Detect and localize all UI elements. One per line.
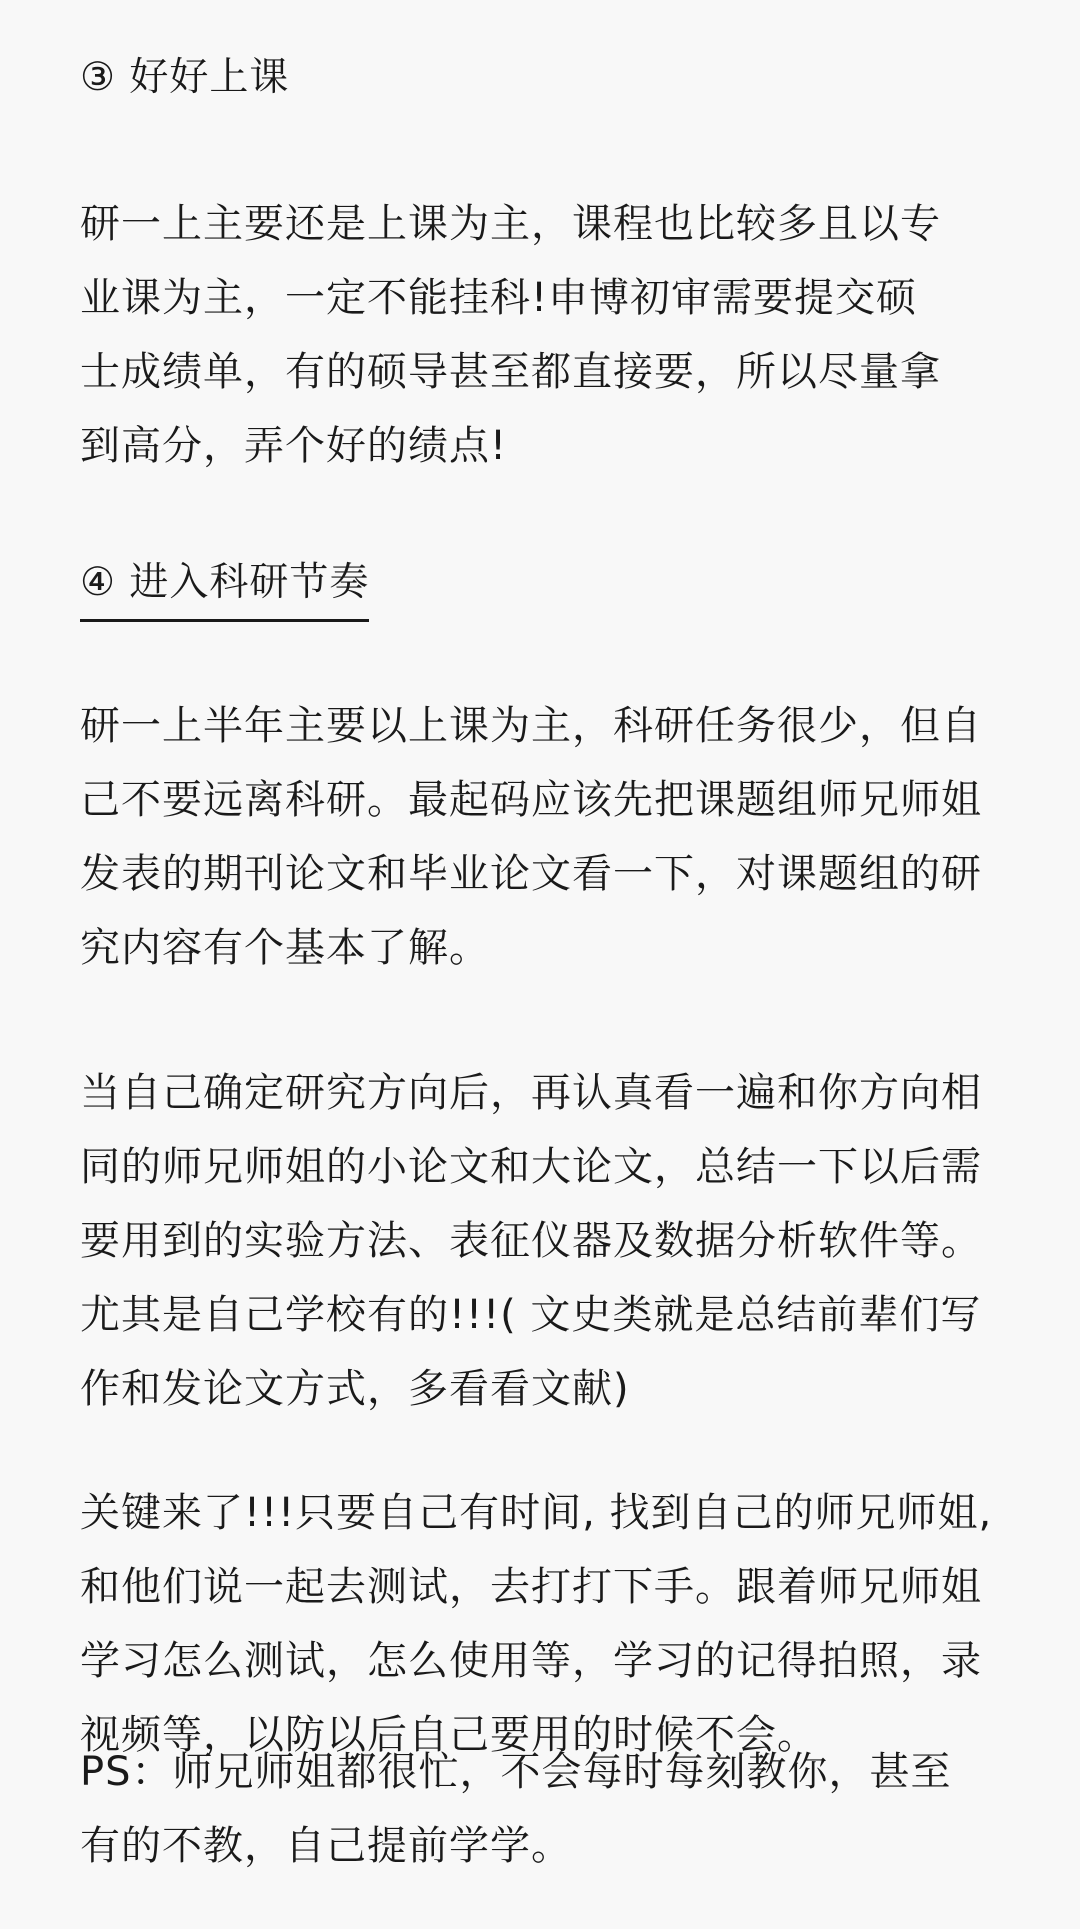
paragraph-key-point <box>80 1476 1020 1772</box>
paragraph-course <box>80 187 1020 483</box>
text-line: 到高分，弄个好的绩点! <box>80 423 508 469</box>
text-line: 究内容有个基本了解。 <box>80 925 490 971</box>
text-line: 关键来了!!!只要自己有时间, 找到自己的师兄师姐, <box>80 1490 993 1536</box>
text-line: 尤其是自己学校有的!!!( 文史类就是总结前辈们写 <box>80 1292 982 1338</box>
text-line: 己不要远离科研。最起码应该先把课题组师兄师姐 <box>80 777 982 823</box>
section-heading-3: ③ 好好上课 <box>80 55 290 100</box>
text-line: 和他们说一起去测试，去打打下手。跟着师兄师姐 <box>80 1564 982 1610</box>
text-line: 作和发论文方式，多看看文献) <box>80 1366 630 1412</box>
text-line: PS：师兄师姐都很忙，不会每时每刻教你，甚至 <box>80 1749 952 1795</box>
paragraph-research-direction <box>80 1056 1020 1426</box>
text-line: 研一上半年主要以上课为主，科研任务很少，但自 <box>80 703 982 749</box>
text-line: 当自己确定研究方向后，再认真看一遍和你方向相 <box>80 1070 982 1116</box>
text-line: 视频等，以防以后自己要用的时候不会。 <box>80 1712 818 1758</box>
text-line: 同的师兄师姐的小论文和大论文，总结一下以后需 <box>80 1144 982 1190</box>
text-line: 士成绩单，有的硕导甚至都直接要，所以尽量拿 <box>80 349 941 395</box>
text-line: 学习怎么测试，怎么使用等，学习的记得拍照，录 <box>80 1638 982 1684</box>
section-heading-4: ④ 进入科研节奏 <box>80 561 369 622</box>
text-line: 要用到的实验方法、表征仪器及数据分析软件等。 <box>80 1218 982 1264</box>
text-line: 有的不教，自己提前学学。 <box>80 1823 572 1869</box>
text-line: 发表的期刊论文和毕业论文看一下，对课题组的研 <box>80 851 982 897</box>
text-line: 研一上主要还是上课为主，课程也比较多且以专 <box>80 201 941 247</box>
paragraph-research-intro <box>80 689 1020 985</box>
paragraph-ps-note <box>80 1735 1020 1883</box>
text-line: 业课为主，一定不能挂科!申博初审需要提交硕 <box>80 275 918 321</box>
